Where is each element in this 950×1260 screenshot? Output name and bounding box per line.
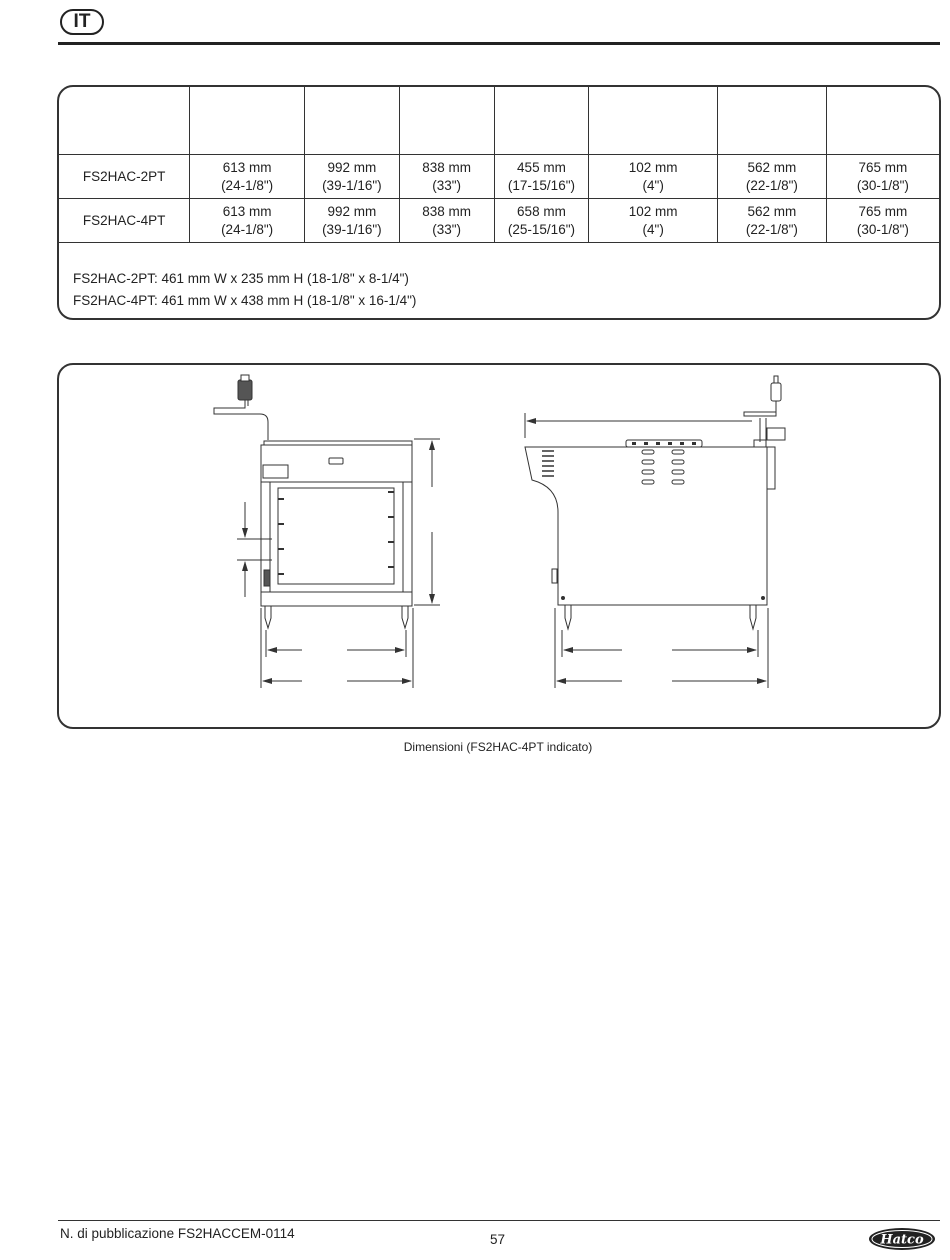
value-cell: 613 mm (24-1/8") [190,199,305,243]
header-cell [399,87,494,155]
header-cell [59,87,190,155]
shelf-note-4pt: FS2HAC-4PT: 461 mm W x 438 mm H (18-1/8" x 16-1/4") [73,293,417,308]
figure-caption: Dimensioni (FS2HAC-4PT indicato) [403,740,593,754]
language-badge: IT [60,9,104,35]
header-cell [826,87,939,155]
value-cell: 562 mm (22-1/8") [718,199,827,243]
value-cell: 562 mm (22-1/8") [718,155,827,199]
value-cell: 658 mm (25-15/16") [494,199,589,243]
publication-number: N. di pubblicazione FS2HACCEM-0114 [60,1226,295,1241]
value-cell: 992 mm (39-1/16") [304,155,399,199]
value-cell: 613 mm (24-1/8") [190,155,305,199]
value-cell: 838 mm (33") [399,199,494,243]
value-cell: 455 mm (17-15/16") [494,155,589,199]
dimension-drawing-box [57,363,941,729]
footer-rule [58,1220,940,1221]
value-cell: 102 mm (4") [589,155,718,199]
header-cell [718,87,827,155]
value-cell: 765 mm (30-1/8") [826,199,939,243]
table-row [59,155,939,199]
model-cell: FS2HAC-4PT [59,199,190,243]
dimensions-table-box [57,85,941,320]
dimensions-table [59,87,939,243]
header-cell [494,87,589,155]
value-cell: 838 mm (33") [399,155,494,199]
table-row [59,199,939,243]
header-cell [304,87,399,155]
header-rule [58,42,940,45]
side-view-drawing [525,376,785,688]
table-header-row [59,87,939,155]
header-cell [190,87,305,155]
front-view-drawing [214,375,440,688]
svg-text:Hatco: Hatco [880,1232,924,1248]
header-cell [589,87,718,155]
dimension-drawing [59,365,943,731]
value-cell: 765 mm (30-1/8") [826,155,939,199]
page-number: 57 [490,1232,506,1247]
value-cell: 992 mm (39-1/16") [304,199,399,243]
value-cell: 102 mm (4") [589,199,718,243]
model-cell: FS2HAC-2PT [59,155,190,199]
shelf-note-2pt: FS2HAC-2PT: 461 mm W x 235 mm H (18-1/8" x 8-1/4") [73,271,409,286]
hatco-logo [868,1226,936,1252]
